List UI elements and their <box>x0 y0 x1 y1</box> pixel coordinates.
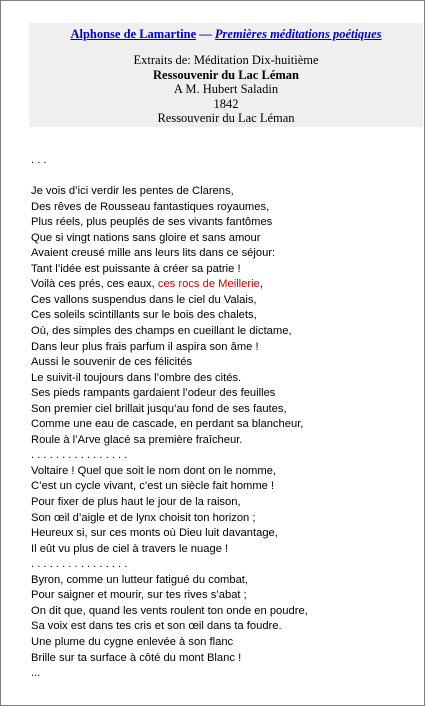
poem-line: Byron, comme un lutteur fatigué du combat, <box>31 573 249 586</box>
poem-line: Plus réels, plus peuplés de ses vivants fantômes <box>31 216 273 229</box>
header-meta <box>29 53 423 126</box>
poem-line-text: Voilà ces prés, ces eaux, <box>31 278 158 291</box>
poem-line: Roule à l’Arve glacé sa première fraîcheur. <box>31 433 243 446</box>
poem-line: Comme une eau de cascade, en perdant sa blancheur, <box>31 418 304 431</box>
opening-ellipsis: . . . <box>31 154 47 166</box>
header-meta-line: Extraits de: Méditation Dix-huitième <box>133 53 319 67</box>
poem-line: Pour saigner et mourir, sur tes rives s’abat ; <box>31 589 247 602</box>
title-separator: — <box>196 27 215 41</box>
poem-line: Voltaire ! Quel que soit le nom dont on le nomme, <box>31 464 277 477</box>
poem-line: Où, des simples des champs en cueillant le dictame, <box>31 325 292 338</box>
poem-line: Il eût vu plus de ciel à travers le nuage ! <box>31 542 229 555</box>
closing-ellipsis: ... <box>31 667 41 680</box>
header-meta-line: A M. Hubert Saladin <box>173 82 279 96</box>
poem-line: Des rêves de Rousseau fantastiques royaumes, <box>31 200 270 213</box>
header-meta-line: Ressouvenir du Lac Léman <box>153 67 299 82</box>
poem-line-text: , <box>259 278 263 291</box>
poem-line: Aussi le souvenir de ces félicités <box>31 356 193 369</box>
poem-line: Je vois d’ici verdir les pentes de Clarens, <box>31 185 234 198</box>
poem-line: Son œil d’aigle et de lynx choisit ton horizon ; <box>31 511 256 524</box>
poem-line: Ses pieds rampants gardaient l’odeur des feuilles <box>31 387 276 400</box>
poem-line: Dans leur plus frais parfum il aspira son âme ! <box>31 340 259 353</box>
poem-line: Ces vallons suspendus dans le ciel du Valais, <box>31 293 257 306</box>
ellipsis-dots: . . . . . . . . . . . . . . . . <box>31 558 128 571</box>
poem-line: Tant l’idée est puissante à créer sa patrie ! <box>31 262 241 275</box>
poem-line: On dit que, quand les vents roulent ton onde en poudre, <box>31 604 308 617</box>
poem-line: Que si vingt nations sans gloire et sans amour <box>31 231 261 244</box>
poem-line: Heureux si, sur ces monts où Dieu luit davantage, <box>31 527 278 540</box>
work-link[interactable]: Premières méditations poétiques <box>214 27 382 41</box>
stanza-gap <box>31 169 421 185</box>
poem-line <box>31 277 421 293</box>
poem-line: Sa voix est dans tes cris et son œil dans ta foudre. <box>31 620 282 633</box>
poem-line: Une plume du cygne enlevée à son flanc <box>31 635 234 648</box>
header-meta-line: 1842 <box>213 96 239 111</box>
poem-line: Ces soleils scintillants sur le bois des chalets, <box>31 309 257 322</box>
highlighted-phrase: ces rocs de Meillerie <box>157 278 260 291</box>
poem-line: Avaient creusé mille ans leurs lits dans ce séjour: <box>31 247 276 260</box>
title-line <box>29 27 423 42</box>
ellipsis-dots: . . . . . . . . . . . . . . . . <box>31 449 128 462</box>
poem-line: C’est un cycle vivant, c’est un siècle fait homme ! <box>31 480 275 493</box>
poem-body <box>31 153 421 682</box>
poem-line: Le suivit-il toujours dans l’ombre des cités. <box>31 371 242 384</box>
poem-line: Brille sur ta surface à côté du mont Blanc ! <box>31 651 242 664</box>
poem-line: Pour fixer de plus haut le jour de la raison, <box>31 496 241 509</box>
header-meta-line: Ressouvenir du Lac Léman <box>157 111 295 125</box>
author-link[interactable]: Alphonse de Lamartine <box>70 27 197 41</box>
poem-line: Son premier ciel brillait jusqu’au fond de ses fautes, <box>31 402 287 415</box>
document-header <box>29 23 423 127</box>
